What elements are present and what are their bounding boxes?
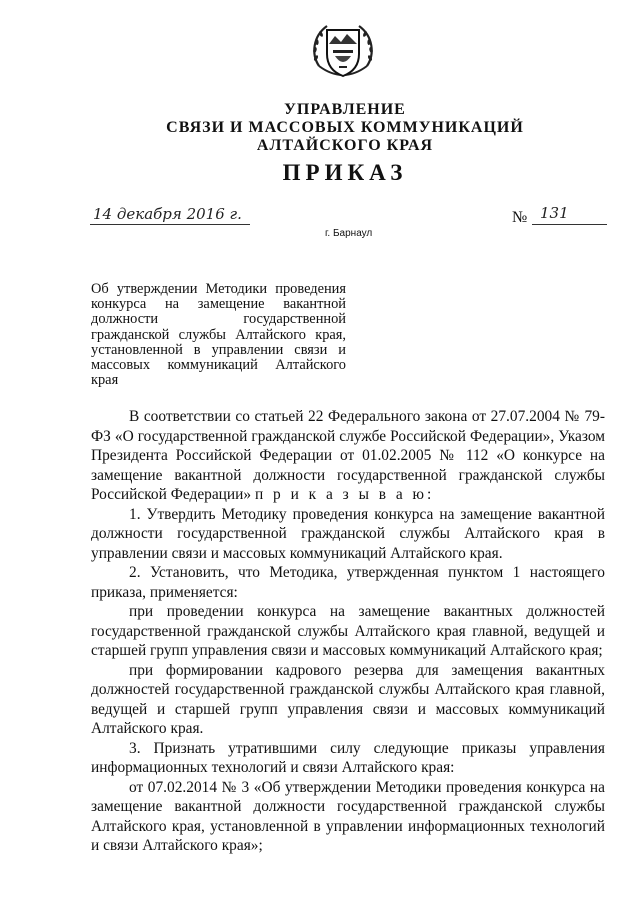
document-number: 131 — [540, 204, 569, 222]
paragraph-3a: от 07.02.2014 № 3 «Об утверждении Методики проведения конкурса на замещение вакантной должности государственной гражданской службы Алтайского края, установленной в управлении информационных технологий и связи Алтайского края»; — [91, 778, 605, 854]
number-underline — [532, 224, 607, 225]
date-underline — [90, 224, 250, 225]
body-intro — [91, 407, 605, 505]
city-label: г. Барнаул — [325, 228, 373, 239]
coat-of-arms-icon — [305, 18, 381, 88]
order-word: п р и к а з ы в а ю: — [254, 486, 435, 503]
intro-text: В соответствии со статьей 22 Федерального закона от 27.07.2004 № 79-ФЗ «О государственной гражданской службе Российской Федерации», Указом Президента Российской Федерации от 01.02.2005 № 112 «О конкурсе на замещение вакантной должности государственной гражданской службы Российской Федерации» — [91, 408, 605, 503]
document-date: 14 декабря 2016 г. — [93, 205, 242, 223]
document-title: ПРИКАЗ — [282, 160, 408, 185]
paragraph-2a: при проведении конкурса на замещение вакантных должностей государственной гражданской службы Алтайского края главной, ведущей и старшей групп управления связи и массовых коммуникаций Алтайского края; — [91, 603, 605, 659]
number-label: № — [512, 209, 528, 226]
paragraph-1: 1. Утвердить Методику проведения конкурса на замещение вакантной должности государственной гражданской службы Алтайского края в управлении связи и массовых коммуникаций Алтайского края. — [91, 505, 605, 562]
document-subject: Об утверждении Методики проведения конкурса на замещение вакантной должности государственной гражданской службы Алтайского края, установленной в управлении связи и массовых коммуникаций Алтайского края — [91, 281, 346, 389]
paragraph-3: 3. Признать утратившими силу следующие приказы управления информационных технологий и связи Алтайского края: — [91, 739, 605, 776]
org-header-line2: СВЯЗИ И МАССОВЫХ КОММУНИКАЦИЙ — [166, 119, 524, 136]
org-header-line1: УПРАВЛЕНИЕ — [284, 101, 406, 118]
paragraph-2: 2. Установить, что Методика, утвержденная пунктом 1 настоящего приказа, применяется: — [91, 564, 605, 601]
document-body — [91, 407, 605, 856]
org-header-line3: АЛТАЙСКОГО КРАЯ — [256, 137, 434, 154]
paragraph-2b: при формировании кадрового резерва для замещения вакантных должностей государственной гражданской службы Алтайского края главной, ведущей и старшей групп управления связи и массовых коммуникаций Алтайского края. — [91, 661, 605, 737]
